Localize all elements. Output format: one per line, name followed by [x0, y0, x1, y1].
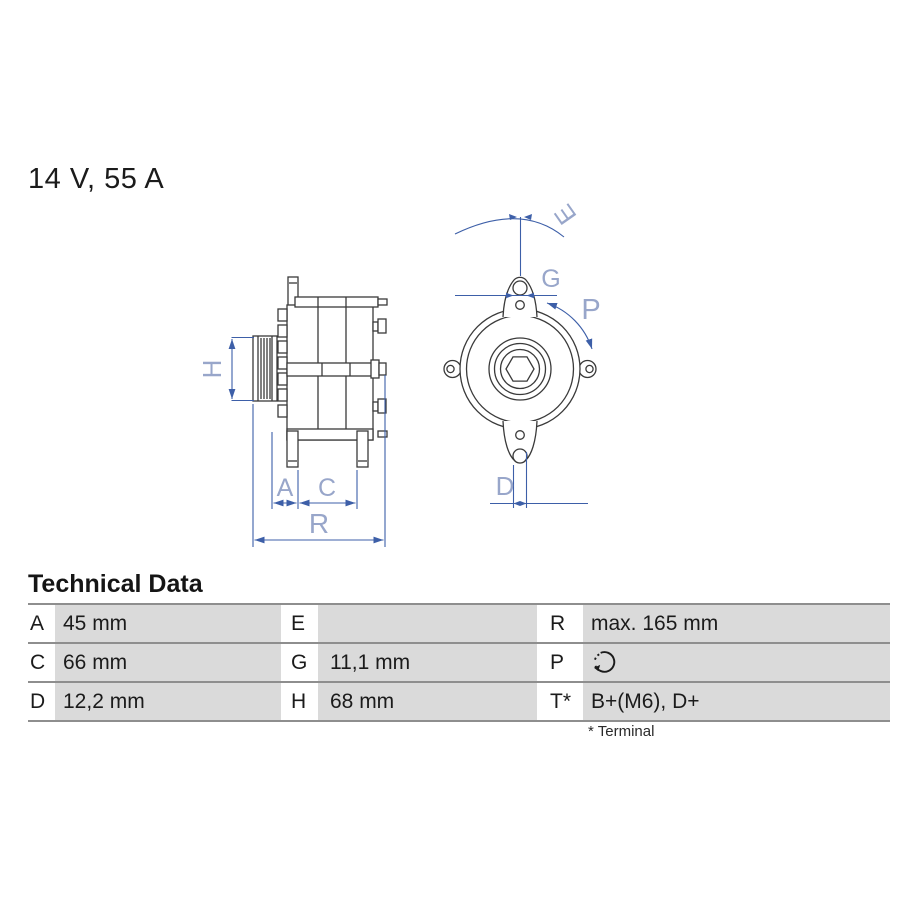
dimension-G [455, 293, 557, 298]
table-key: T* [537, 683, 583, 720]
label-H: H [197, 359, 227, 379]
table-key: H [281, 683, 318, 720]
terminal-footnote: * Terminal [588, 723, 655, 740]
table-value-rotation [583, 644, 890, 681]
table-key: C [28, 644, 55, 681]
table-key: E [281, 605, 318, 642]
technical-data-table [28, 603, 890, 722]
table-row [28, 683, 890, 722]
label-C: C [317, 474, 337, 502]
table-value: 12,2 mm [55, 683, 281, 720]
label-E: E [547, 198, 583, 231]
table-value: 68 mm [318, 683, 537, 720]
table-value: max. 165 mm [583, 605, 890, 642]
label-R: R [308, 508, 330, 539]
table-row [28, 644, 890, 683]
alternator-side-view [253, 277, 387, 467]
table-value: 66 mm [55, 644, 281, 681]
table-value: 45 mm [55, 605, 281, 642]
table-row [28, 605, 890, 644]
table-value: B+(M6), D+ [583, 683, 890, 720]
label-A: A [276, 474, 294, 502]
table-key: P [537, 644, 583, 681]
label-D: D [495, 471, 515, 501]
rating-title: 14 V, 55 A [28, 163, 165, 195]
table-key: G [281, 644, 318, 681]
table-value: 11,1 mm [318, 644, 537, 681]
table-key: R [537, 605, 583, 642]
technical-data-heading: Technical Data [28, 570, 203, 598]
label-G: G [541, 265, 561, 293]
table-key: D [28, 683, 55, 720]
dimension-H [232, 338, 255, 401]
table-value [318, 605, 537, 642]
rotation-direction-icon [591, 649, 618, 676]
alternator-front-view [444, 277, 596, 463]
label-P: P [581, 294, 601, 326]
table-key: A [28, 605, 55, 642]
